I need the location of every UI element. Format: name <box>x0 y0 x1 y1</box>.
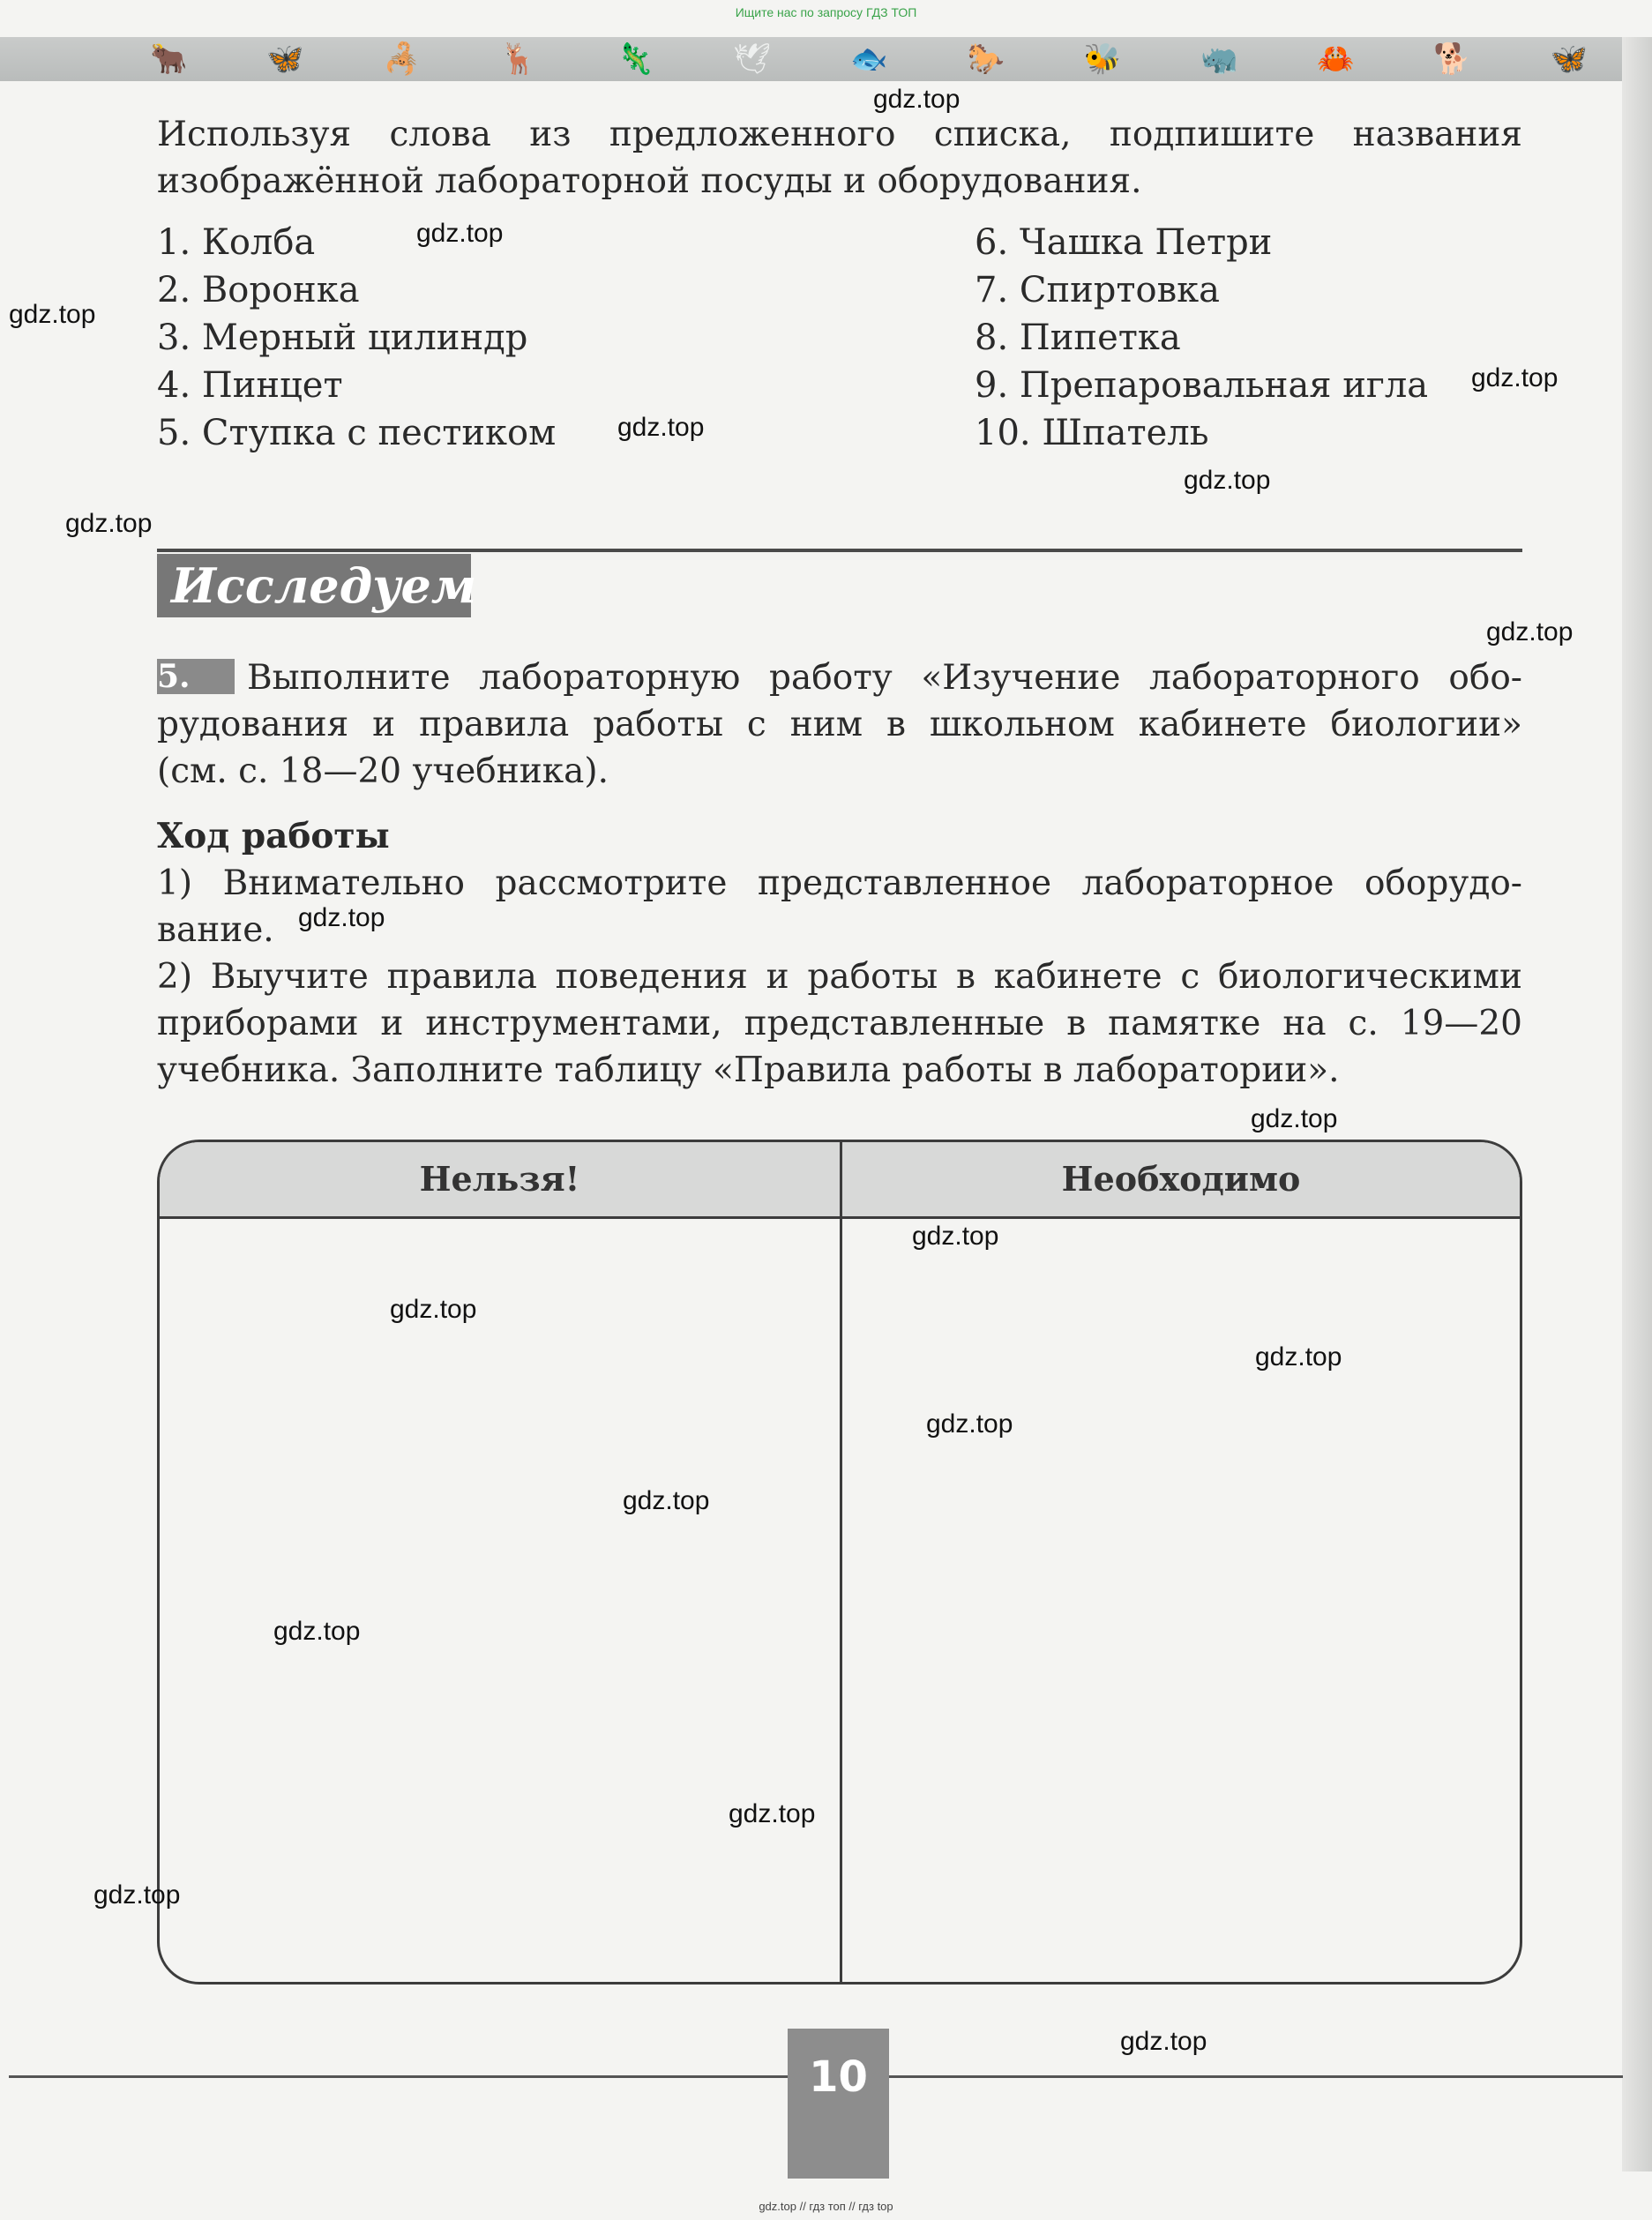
step-line: вание. <box>157 910 274 950</box>
watermark: gdz.top <box>1251 1104 1338 1133</box>
watermark: gdz.top <box>65 509 153 538</box>
list-item: 4. Пинцет <box>157 365 343 406</box>
rules-table <box>157 1140 1522 1985</box>
column-header-forbidden: Нельзя! <box>419 1159 580 1199</box>
header-banner <box>0 37 1623 81</box>
animal-icon: 🐂 <box>150 41 188 77</box>
crab-icon: 🦀 <box>1317 41 1355 77</box>
task-line: рудования и правила работы с ним в школьном кабинете биологии» <box>157 705 1522 744</box>
watermark: gdz.top <box>1486 617 1574 647</box>
step-line: 2) Выучите правила поведения и работы в кабинете с биологическими <box>157 957 1522 997</box>
watermark: gdz.top <box>416 219 504 248</box>
watermark: gdz.top <box>926 1409 1013 1439</box>
watermark: gdz.top <box>623 1486 710 1515</box>
watermark: gdz.top <box>298 903 385 932</box>
list-item: 2. Воронка <box>157 270 360 310</box>
watermark: gdz.top <box>873 85 961 114</box>
list-item: 7. Спиртовка <box>975 270 1220 310</box>
butterfly-icon: 🦋 <box>266 41 304 77</box>
watermark: gdz.top <box>729 1799 816 1828</box>
animal-silhouettes <box>150 41 1588 78</box>
list-item: 1. Колба <box>157 222 316 263</box>
page-edge <box>1622 37 1652 2171</box>
watermark: gdz.top <box>1471 363 1559 392</box>
watermark: gdz.top <box>1184 466 1271 495</box>
watermark: gdz.top <box>93 1880 181 1910</box>
list-item: 9. Препаровальная игла <box>975 365 1429 406</box>
equipment-list-right <box>975 219 1428 457</box>
butterfly-icon: 🦋 <box>1550 41 1588 77</box>
task-line: (см. с. 18—20 учебника). <box>157 751 609 791</box>
dog-icon: 🐕 <box>1433 41 1471 77</box>
watermark: gdz.top <box>1120 2027 1207 2056</box>
intro-line: изображённой лабораторной посуды и оборудования. <box>157 161 1142 201</box>
rhino-icon: 🦏 <box>1200 41 1238 77</box>
required-answer-cell[interactable] <box>842 1219 1520 1982</box>
list-item: 5. Ступка с пестиком <box>157 413 557 453</box>
procedure-heading: Ход работы <box>157 816 390 856</box>
watermark: gdz.top <box>912 1222 999 1251</box>
scorpion-icon: 🦂 <box>383 41 421 77</box>
list-item: 6. Чашка Петри <box>975 222 1273 263</box>
page-number: 10 <box>788 2029 889 2179</box>
step-line: 1) Внимательно рассмотрите представленное лабораторное оборудо- <box>157 863 1522 903</box>
watermark: gdz.top <box>617 413 705 442</box>
deer-icon: 🦌 <box>499 41 538 77</box>
horse-icon: 🐎 <box>967 41 1005 77</box>
intro-paragraph <box>157 111 1522 205</box>
intro-line: Используя слова из предложенного списка, подпишите названия <box>157 115 1522 154</box>
fish-icon: 🐟 <box>850 41 888 77</box>
section-title: Исследуем <box>157 554 471 617</box>
watermark: gdz.top <box>273 1617 361 1646</box>
step-line: учебника. Заполните таблицу «Правила работы в лаборатории». <box>157 1050 1340 1090</box>
list-item: 8. Пипетка <box>975 318 1181 358</box>
forbidden-answer-cell[interactable] <box>160 1219 840 1982</box>
watermark: gdz.top <box>390 1295 477 1324</box>
insect-icon: 🐝 <box>1083 41 1122 77</box>
task-text: Выполните лабораторную работу «Изучение лабораторного обо- <box>247 658 1522 698</box>
list-item: 10. Шпатель <box>975 413 1209 453</box>
top-search-note: Ищите нас по запросу ГДЗ ТОП <box>735 5 917 19</box>
bird-icon: 🕊 <box>733 41 772 77</box>
lizard-icon: 🦎 <box>616 41 654 77</box>
list-item: 3. Мерный цилиндр <box>157 318 528 358</box>
procedure-section <box>157 813 1522 1094</box>
watermark: gdz.top <box>9 300 96 329</box>
task-number-badge: 5. <box>157 659 235 694</box>
equipment-list-left <box>157 219 556 457</box>
section-divider <box>157 549 1522 552</box>
watermark: gdz.top <box>1255 1342 1342 1372</box>
footer-note: gdz.top // гдз топ // гдз top <box>759 2200 893 2213</box>
step-line: приборами и инструментами, представленные в памятке на с. 19—20 <box>157 1004 1522 1043</box>
task-line <box>157 654 1522 701</box>
task-paragraph <box>157 654 1522 795</box>
column-header-required: Необходимо <box>1061 1159 1301 1199</box>
